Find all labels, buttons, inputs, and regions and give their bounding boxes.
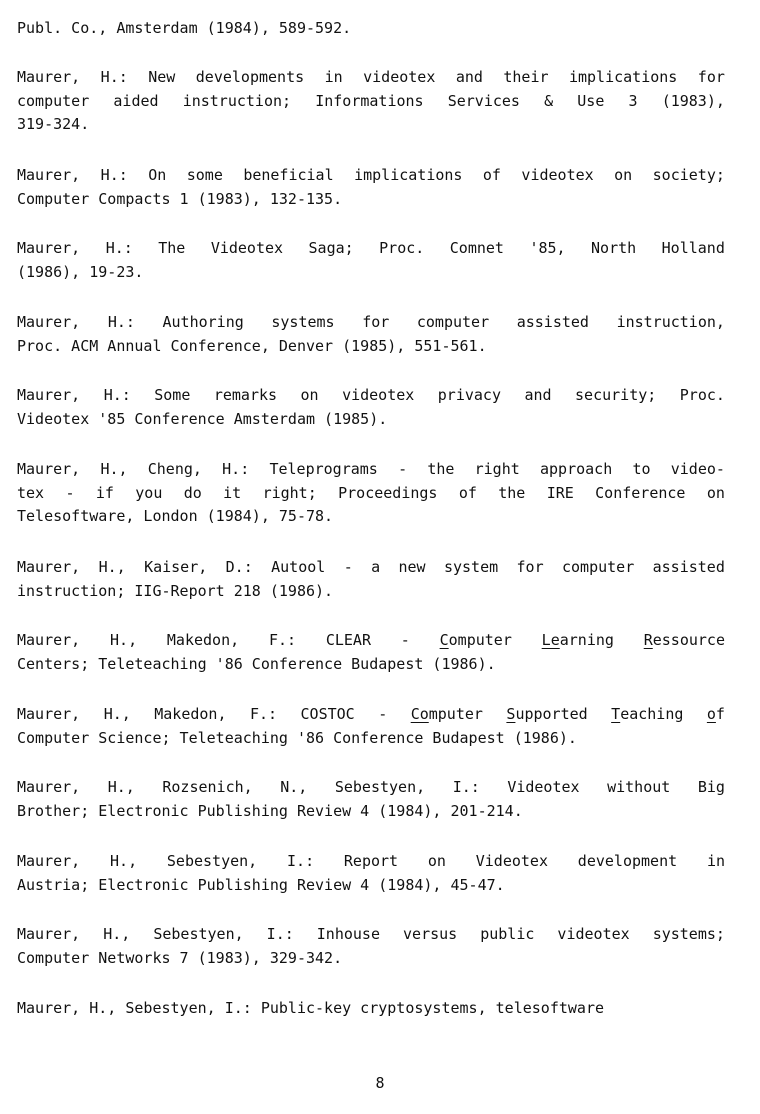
reference-word: H., [110, 631, 138, 649]
reference-word: on [427, 852, 446, 870]
reference-word: right; [262, 483, 317, 502]
reference-entry [17, 703, 725, 750]
reference-word: Inhouse [316, 925, 380, 943]
reference-word: Cheng, [147, 460, 202, 478]
reference-word: some [186, 166, 223, 184]
reference-word: H.: [222, 460, 250, 478]
reference-line: Austria; Electronic Publishing Review 4 (1984), 45-47. [17, 875, 505, 894]
reference-line [17, 482, 725, 506]
reference-word: Makedon, [154, 705, 227, 723]
reference-word: Computer [410, 705, 483, 723]
page-number: 8 [375, 1074, 385, 1092]
reference-word: in [324, 68, 343, 86]
reference-line: 319-324. [17, 115, 90, 133]
reference-word: instruction, [616, 313, 725, 331]
reference-line [17, 384, 725, 408]
reference-word: Maurer, [17, 631, 81, 649]
reference-line [17, 90, 725, 114]
reference-word: Maurer, [17, 239, 81, 257]
reference-line [17, 311, 725, 335]
reference-word: H., [100, 460, 128, 478]
reference-word: Holland [661, 239, 725, 257]
reference-line: (1986), 19-23. [17, 262, 144, 281]
reference-word: Maurer, [17, 68, 81, 86]
reference-word: of [482, 166, 501, 184]
reference-word: Proceedings [338, 483, 438, 502]
reference-word: - [65, 483, 75, 502]
reference-entry [17, 997, 725, 1021]
reference-word: computer [17, 91, 90, 110]
reference-entry [17, 629, 725, 676]
reference-word: assisted [516, 313, 589, 331]
reference-word: Report [343, 852, 399, 870]
reference-word: F.: [268, 631, 297, 649]
reference-word: Kaiser, [144, 558, 208, 576]
reference-word: development [577, 852, 678, 870]
reference-word: if [95, 483, 114, 502]
reference-word: Proc. [379, 239, 425, 257]
reference-word: security; [575, 386, 657, 404]
reference-word: assisted [652, 558, 725, 576]
reference-line [17, 458, 725, 482]
reference-word: North [591, 239, 637, 257]
reference-word: right [474, 460, 520, 478]
reference-word: & [544, 91, 554, 110]
reference-word: Sebestyen, [153, 925, 244, 943]
reference-word: systems; [652, 925, 725, 943]
reference-word: for [362, 313, 390, 331]
reference-word: D.: [225, 558, 253, 576]
reference-word: instruction; [182, 91, 292, 110]
reference-word: public [480, 925, 535, 943]
reference-word: for [516, 558, 544, 576]
reference-word: on [300, 386, 319, 404]
reference-word: On [148, 166, 167, 184]
reference-word: - [343, 558, 353, 576]
reference-word: Use [577, 91, 605, 110]
reference-word: H.: [100, 68, 128, 86]
reference-line [17, 850, 725, 874]
reference-line: Computer Compacts 1 (1983), 132-135. [17, 189, 343, 208]
reference-line: Computer Networks 7 (1983), 329-342. [17, 948, 343, 967]
reference-word: implications [568, 68, 678, 86]
reference-word: '85, [529, 239, 566, 257]
reference-word: Big [697, 778, 725, 796]
reference-word: Autool [271, 558, 326, 576]
reference-line [17, 923, 725, 947]
reference-word: I.: [266, 925, 294, 943]
reference-word: and [524, 386, 552, 404]
reference-line: Centers; Teleteaching '86 Conference Budapest (1986). [17, 654, 496, 673]
reference-word: their [503, 68, 549, 86]
reference-entry [17, 458, 725, 529]
reference-word: H., [107, 778, 135, 796]
reference-word: Videotex [210, 239, 284, 257]
reference-word: - [398, 460, 408, 478]
reference-word: Ressource [643, 631, 725, 649]
reference-word: H., [110, 852, 138, 870]
reference-word: privacy [437, 386, 501, 404]
reference-line: Publ. Co., Amsterdam (1984), 589-592. [17, 19, 352, 37]
reference-word: H., [103, 925, 131, 943]
reference-word: computer [562, 558, 635, 576]
reference-word: Makedon, [166, 631, 240, 649]
reference-word: of [706, 705, 725, 723]
reference-word: tex [17, 483, 45, 502]
reference-word: Authoring [162, 313, 244, 331]
reference-line [17, 629, 725, 653]
reference-entry [17, 311, 725, 358]
reference-word: videotex [363, 68, 436, 86]
reference-word: H., [98, 558, 126, 576]
reference-word: on [706, 483, 725, 502]
reference-word: the [498, 483, 526, 502]
reference-word: Saga; [308, 239, 354, 257]
reference-word: Sebestyen, [334, 778, 426, 796]
reference-entry [17, 776, 725, 823]
reference-word: and [455, 68, 483, 86]
reference-word: you [135, 483, 163, 502]
reference-word: Maurer, [17, 313, 81, 331]
reference-word: Maurer, [17, 852, 81, 870]
reference-word: - [400, 631, 410, 649]
reference-word: computer [416, 313, 490, 331]
reference-word: Maurer, [17, 705, 81, 723]
reference-word: on [614, 166, 633, 184]
reference-word: (1983), [661, 91, 725, 110]
reference-line: Telesoftware, London (1984), 75-78. [17, 507, 334, 525]
reference-line [17, 556, 725, 580]
reference-word: H.: [107, 313, 135, 331]
reference-word: aided [113, 91, 159, 110]
reference-word: I.: [452, 778, 480, 796]
reference-word: videotex [521, 166, 594, 184]
reference-word: Videotex [507, 778, 580, 796]
reference-word: for [697, 68, 725, 86]
reference-word: Proc. [679, 386, 725, 404]
reference-line: Videotex '85 Conference Amsterdam (1985). [17, 409, 388, 428]
reference-word: Maurer, [17, 386, 81, 404]
reference-entry [17, 17, 725, 41]
reference-word: do [183, 483, 202, 502]
reference-word: Services [447, 91, 520, 110]
reference-word: Sebestyen, [166, 852, 258, 870]
reference-entry [17, 384, 725, 431]
reference-word: it [223, 483, 242, 502]
reference-word: H.: [100, 166, 128, 184]
reference-word: 3 [628, 91, 638, 110]
reference-line: Computer Science; Teleteaching '86 Conference Budapest (1986). [17, 728, 577, 747]
reference-line [17, 776, 725, 800]
reference-line: Maurer, H., Sebestyen, I.: Public-key cryptosystems, telesoftware [17, 999, 604, 1017]
reference-word: Maurer, [17, 925, 81, 943]
reference-word: beneficial [243, 166, 334, 184]
reference-line [17, 66, 725, 90]
reference-line [17, 703, 725, 727]
reference-word: approach [540, 460, 613, 478]
reference-word: Maurer, [17, 166, 81, 184]
reference-word: system [443, 558, 499, 576]
reference-word: The [158, 239, 186, 257]
reference-word: society; [652, 166, 725, 184]
reference-word: systems [271, 313, 335, 331]
reference-entry [17, 164, 725, 211]
reference-entry [17, 237, 725, 284]
reference-word: Learning [541, 631, 614, 649]
reference-word: remarks [213, 386, 278, 404]
reference-word: Some [154, 386, 191, 404]
reference-word: developments [195, 68, 305, 86]
reference-word: Maurer, [17, 460, 81, 478]
reference-word: H.: [103, 386, 131, 404]
reference-word: video- [670, 460, 725, 478]
reference-word: - [378, 705, 388, 723]
reference-word: H., [103, 705, 131, 723]
reference-entry [17, 850, 725, 897]
reference-word: of [458, 483, 477, 502]
reference-word: Maurer, [17, 778, 81, 796]
reference-entry [17, 923, 725, 970]
reference-word: in [706, 852, 725, 870]
reference-word: Teaching [611, 705, 684, 723]
reference-word: without [607, 778, 671, 796]
reference-word: F.: [249, 705, 278, 723]
reference-word: Conference [595, 483, 686, 502]
reference-word: implications [354, 166, 463, 184]
reference-word: Computer [439, 631, 512, 649]
reference-word: Maurer, [17, 558, 81, 576]
reference-word: videotex [342, 386, 415, 404]
reference-word: New [148, 68, 176, 86]
reference-word: H.: [105, 239, 133, 257]
reference-line [17, 164, 725, 188]
reference-word: N., [280, 778, 308, 796]
reference-entry [17, 556, 725, 603]
reference-line [17, 237, 725, 261]
reference-word: Videotex [475, 852, 548, 870]
reference-word: Supported [506, 705, 588, 723]
reference-word: Rozsenich, [162, 778, 253, 796]
reference-word: new [398, 558, 426, 576]
reference-line: Brother; Electronic Publishing Review 4 (1984), 201-214. [17, 801, 523, 820]
reference-word: Comnet [449, 239, 504, 257]
reference-line: instruction; IIG-Report 218 (1986). [17, 581, 334, 600]
reference-line: Proc. ACM Annual Conference, Denver (1985), 551-561. [17, 336, 487, 355]
reference-word: videotex [557, 925, 630, 943]
reference-word: I.: [287, 852, 315, 870]
reference-word: COSTOC [300, 705, 355, 723]
reference-word: Informations [315, 91, 424, 110]
reference-word: Teleprograms [269, 460, 378, 478]
reference-word: the [427, 460, 455, 478]
reference-word: a [371, 558, 381, 576]
reference-word: CLEAR [325, 631, 371, 649]
reference-word: versus [403, 925, 458, 943]
reference-word: IRE [546, 483, 574, 502]
reference-entry [17, 66, 725, 137]
reference-word: to [632, 460, 651, 478]
